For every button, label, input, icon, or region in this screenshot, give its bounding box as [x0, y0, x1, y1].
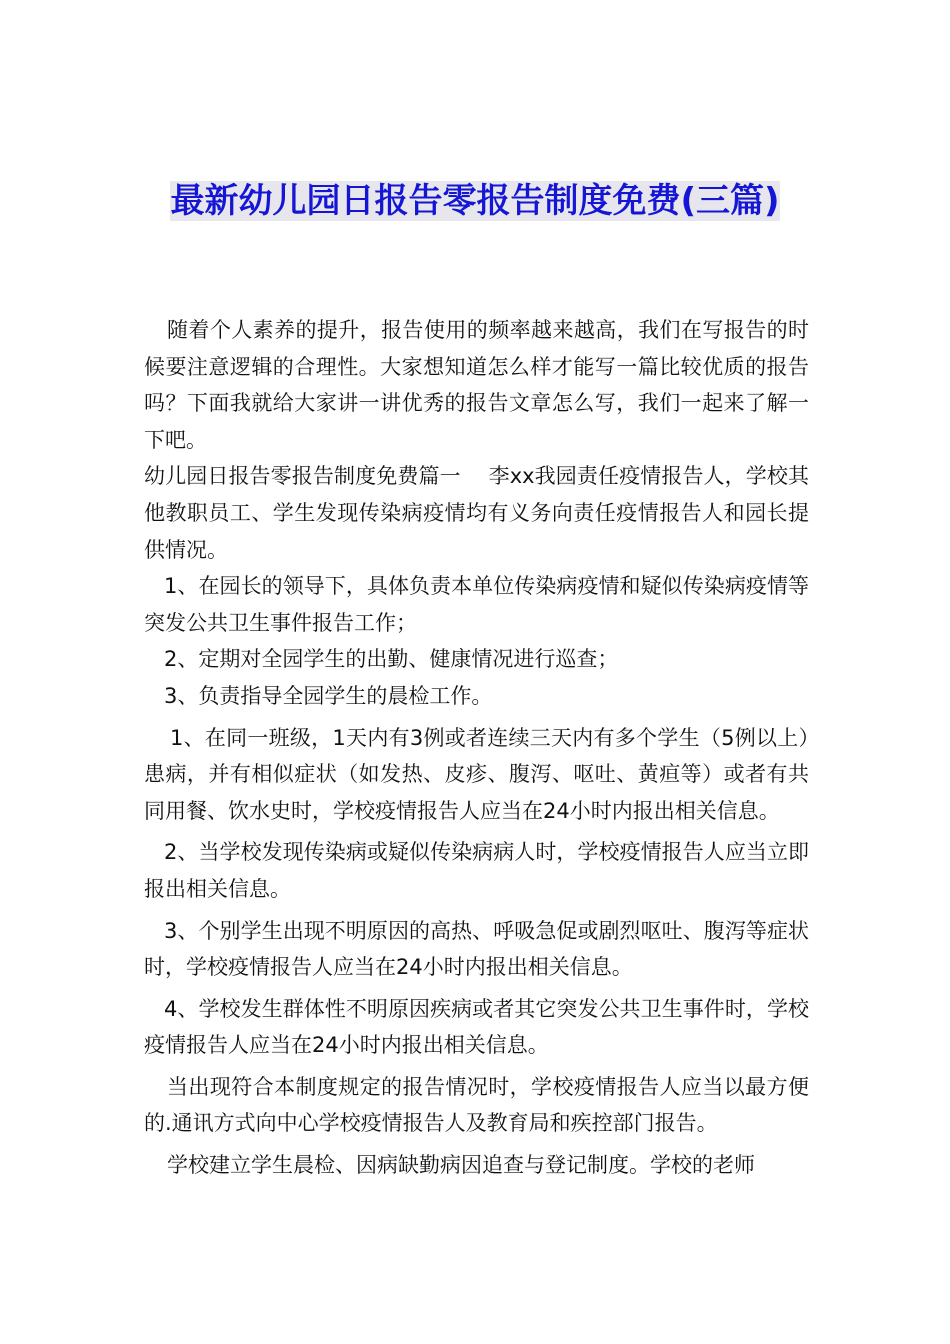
- paragraph-report-2: 2、当学校发现传染病或疑似传染病病人时，学校疫情报告人应当立即报出相关信息。: [144, 840, 809, 901]
- paragraph-report-1: 1、在同一班级，1天内有3例或者连续三天内有多个学生（5例以上）患病，并有相似症状（如发热、皮疹、腹泻、呕吐、黄疸等）或者有共同用餐、饮水史时，学校疫情报告人应当在24小时内报出相关信息。: [144, 725, 809, 823]
- paragraph-report-4: 4、学校发生群体性不明原因疾病或者其它突发公共卫生事件时，学校疫情报告人应当在24小时内报出相关信息。: [144, 996, 809, 1058]
- paragraph-report-3: 3、个别学生出现不明原因的高热、呼吸急促或剧烈呕吐、腹泻等症状时，学校疫情报告人应当在24小时内报出相关信息。: [144, 918, 809, 980]
- document-body: [144, 312, 809, 1184]
- paragraph-duty-3: 3、负责指导全园学生的晨检工作。: [164, 683, 493, 708]
- paragraph-reporting-method: 当出现符合本制度规定的报告情况时，学校疫情报告人应当以最方便的.通讯方式向中心学校疫情报告人及教育局和疾控部门报告。: [144, 1074, 809, 1136]
- paragraph-duty-2: 2、定期对全园学生的出勤、健康情况进行巡查；: [164, 647, 619, 672]
- paragraph-duty-1: 1、在园长的领导下，具体负责本单位传染病疫情和疑似传染病疫情等突发公共卫生事件报告工作；: [144, 574, 809, 635]
- document-title-text: 最新幼儿园日报告零报告制度免费(三篇): [170, 181, 780, 221]
- document-title: [140, 176, 810, 226]
- paragraph-section-one: 幼儿园日报告零报告制度免费篇一 李xx我园责任疫情报告人，学校其他教职员工、学生发现传染病疫情均有义务向责任疫情报告人和园长提供情况。: [144, 464, 809, 562]
- paragraph-intro: 随着个人素养的提升，报告使用的频率越来越高，我们在写报告的时候要注意逻辑的合理性。大家想知道怎么样才能写一篇比较优质的报告吗？下面我就给大家讲一讲优秀的报告文章怎么写，我们一起来了解一下吧。: [144, 318, 809, 452]
- paragraph-morning-check: 学校建立学生晨检、因病缺勤病因追查与登记制度。学校的老师: [167, 1153, 755, 1178]
